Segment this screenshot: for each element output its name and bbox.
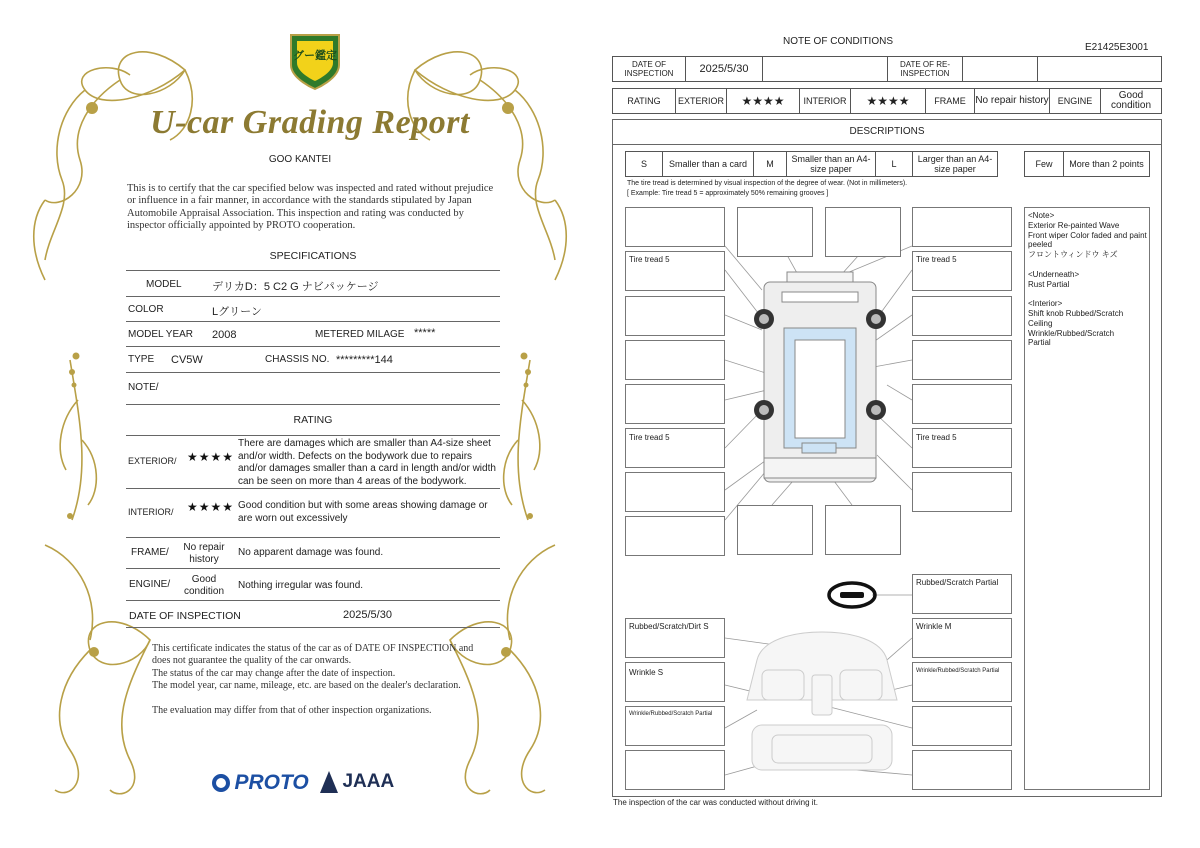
note-line: Front wiper Color faded and paint peeled bbox=[1028, 230, 1147, 250]
interior-damage-label: Wrinkle/Rubbed/Scratch Partial bbox=[916, 668, 1000, 674]
color-value: Lグリーン bbox=[212, 306, 262, 318]
divider bbox=[126, 321, 500, 322]
damage-box bbox=[912, 750, 1012, 790]
interior-damage-label: Rubbed/Scratch Partial bbox=[916, 578, 999, 587]
divider bbox=[126, 537, 500, 538]
interior-label: INTERIOR/ bbox=[128, 507, 174, 517]
blank-cell bbox=[762, 56, 888, 82]
legend-l-code: L bbox=[875, 151, 913, 177]
interior-damage-label: Rubbed/Scratch/Dirt S bbox=[629, 622, 709, 631]
mileage-label: METERED MILAGE bbox=[315, 329, 405, 340]
date-of-inspection-value: 2025/5/30 bbox=[685, 56, 763, 82]
damage-box bbox=[912, 296, 1012, 336]
divider bbox=[126, 600, 500, 601]
engine-value: Good condition bbox=[1100, 88, 1162, 114]
interior-damage-label: Wrinkle M bbox=[916, 622, 952, 631]
note-line: <Note> bbox=[1028, 211, 1055, 220]
note-line: Partial bbox=[1028, 338, 1051, 348]
exterior-stars: ★★★★ bbox=[726, 88, 800, 114]
divider bbox=[126, 296, 500, 297]
footer-line: The evaluation may differ from that of other inspection organizations. bbox=[152, 705, 432, 716]
mileage-value: ***** bbox=[414, 327, 436, 339]
damage-box bbox=[625, 384, 725, 424]
damage-box bbox=[912, 340, 1012, 380]
proto-logo bbox=[212, 771, 309, 795]
date-of-inspection-label: DATE OF INSPECTION bbox=[129, 610, 241, 622]
note-line: <Interior> bbox=[1028, 299, 1063, 309]
footer-line: This certificate indicates the status of the car as of DATE OF INSPECTION and does not guarantee the quality of the car onwards. bbox=[152, 643, 474, 667]
damage-box bbox=[912, 207, 1012, 247]
legend-m-text: Smaller than an A4-size paper bbox=[786, 151, 876, 177]
jaaa-mark-icon bbox=[320, 771, 338, 793]
inspection-footer-note: The inspection of the car was conducted without driving it. bbox=[613, 798, 818, 807]
jaaa-logo bbox=[320, 771, 394, 793]
engine-value: Good condition bbox=[183, 574, 225, 597]
interior-damage-label: Wrinkle S bbox=[629, 668, 664, 677]
damage-box bbox=[912, 472, 1012, 512]
blank-cell bbox=[1037, 56, 1162, 82]
damage-box bbox=[625, 340, 725, 380]
damage-box bbox=[625, 750, 725, 790]
descriptions-heading: DESCRIPTIONS bbox=[612, 119, 1162, 145]
note-label: NOTE/ bbox=[128, 382, 159, 393]
divider bbox=[126, 435, 500, 436]
type-label: TYPE bbox=[128, 354, 155, 365]
note-line: Exterior Re-painted Wave bbox=[1028, 220, 1120, 230]
org-name: GOO KANTEI bbox=[268, 154, 332, 165]
proto-logo-text: PROTO bbox=[234, 771, 309, 794]
rating-heading: RATING bbox=[293, 414, 333, 426]
damage-box bbox=[625, 296, 725, 336]
legend-s-code: S bbox=[625, 151, 663, 177]
chassis-label: CHASSIS NO. bbox=[265, 354, 330, 365]
damage-box bbox=[825, 505, 901, 555]
tire-tread-label: Tire tread 5 bbox=[629, 255, 670, 264]
reinspection-value-cell bbox=[962, 56, 1038, 82]
legend-few-code: Few bbox=[1024, 151, 1064, 177]
type-value: CV5W bbox=[171, 354, 203, 366]
note-line: フロントウィンドウ キズ bbox=[1028, 250, 1118, 260]
color-label: COLOR bbox=[128, 304, 164, 315]
interior-damage-label: Wrinkle/Rubbed/Scratch Partial bbox=[629, 711, 713, 717]
chassis-value: *********144 bbox=[336, 354, 393, 366]
damage-box bbox=[737, 505, 813, 555]
engine-description: Nothing irregular was found. bbox=[238, 580, 364, 591]
exterior-label: EXTERIOR/ bbox=[128, 456, 177, 466]
date-of-inspection-label: DATE OF INSPECTION bbox=[612, 56, 686, 82]
notes-content bbox=[1028, 211, 1148, 348]
damage-box bbox=[912, 384, 1012, 424]
certify-statement: This is to certify that the car specified below was inspected and rated without prejudice or influence in a fair manner, in accordance with the standards stipulated by Japan Automobile Appraisal Association. This inspection and rating was conducted by inspector officially appointed by PROTO cooperation. bbox=[127, 183, 494, 232]
footer-line: The status of the car may change after the date of inspection. bbox=[152, 668, 396, 679]
steering-wheel-icon bbox=[829, 583, 875, 607]
frame-label: FRAME bbox=[925, 88, 975, 114]
model-year-label: MODEL YEAR bbox=[128, 329, 194, 340]
divider bbox=[126, 568, 500, 569]
engine-label: ENGINE bbox=[1049, 88, 1101, 114]
date-of-reinspection-label: DATE OF RE-INSPECTION bbox=[887, 56, 963, 82]
interior-description: Good condition but with some areas showing damage or are worn out excessively bbox=[238, 500, 488, 524]
specifications-heading: SPECIFICATIONS bbox=[269, 250, 357, 262]
exterior-label: EXTERIOR bbox=[675, 88, 727, 114]
report-id: E21425E3001 bbox=[1085, 42, 1149, 53]
note-line: Rust Partial bbox=[1028, 279, 1070, 289]
legend-l-text: Larger than an A4-size paper bbox=[912, 151, 998, 177]
engine-label: ENGINE/ bbox=[129, 579, 171, 590]
damage-box bbox=[625, 207, 725, 247]
note-spacer bbox=[1028, 289, 1148, 299]
interior-stars: ★★★★ bbox=[850, 88, 926, 114]
conditions-title: NOTE OF CONDITIONS bbox=[783, 36, 893, 47]
frame-label: FRAME/ bbox=[131, 547, 169, 558]
tread-note-example: [ Example: Tire tread 5 = approximately 50% remaining grooves ] bbox=[627, 190, 829, 197]
frame-value: No repair history bbox=[183, 542, 225, 565]
legend-m-code: M bbox=[753, 151, 787, 177]
divider bbox=[126, 488, 500, 489]
model-label: MODEL bbox=[146, 279, 182, 290]
rating-label: RATING bbox=[612, 88, 676, 114]
damage-box bbox=[737, 207, 813, 257]
note-spacer bbox=[1028, 260, 1148, 270]
footer-line: The model year, car name, mileage, etc. are based on the dealer's declaration. bbox=[152, 680, 461, 691]
tire-tread-label: Tire tread 5 bbox=[916, 433, 957, 442]
exterior-stars: ★★★★ bbox=[187, 450, 235, 464]
damage-box bbox=[625, 516, 725, 556]
frame-value: No repair history bbox=[974, 88, 1050, 114]
note-line: Ceiling bbox=[1028, 318, 1053, 328]
interior-stars: ★★★★ bbox=[187, 500, 235, 514]
damage-box bbox=[825, 207, 901, 257]
tire-tread-label: Tire tread 5 bbox=[916, 255, 957, 264]
tire-tread-label: Tire tread 5 bbox=[629, 433, 670, 442]
model-year-value: 2008 bbox=[212, 329, 237, 341]
proto-mark-icon bbox=[212, 774, 230, 792]
divider bbox=[126, 270, 500, 271]
badge-text: グー鑑定 bbox=[293, 50, 337, 62]
tread-note: The tire tread is determined by visual inspection of the degree of wear. (Not in millimeters). bbox=[627, 180, 908, 187]
damage-box bbox=[912, 706, 1012, 746]
goo-kantei-badge-icon bbox=[287, 31, 343, 91]
divider bbox=[126, 627, 500, 628]
note-line: Shift knob Rubbed/Scratch bbox=[1028, 308, 1124, 318]
legend-s-text: Smaller than a card bbox=[662, 151, 754, 177]
divider bbox=[126, 404, 500, 405]
damage-box bbox=[625, 472, 725, 512]
jaaa-logo-text: JAAA bbox=[342, 771, 395, 792]
report-title: U-car Grading Report bbox=[150, 104, 470, 141]
note-line: Wrinkle/Rubbed/Scratch bbox=[1028, 328, 1115, 338]
divider bbox=[126, 346, 500, 347]
note-line: <Underneath> bbox=[1028, 269, 1080, 279]
legend-few-text: More than 2 points bbox=[1063, 151, 1150, 177]
date-of-inspection-value: 2025/5/30 bbox=[343, 609, 392, 621]
exterior-description: There are damages which are smaller than A4-size sheet and/or width. Defects on the bodywork due to repairs and/or damages smaller than a card in length and/or width can be seen on more than 4 areas of the bodywork. bbox=[238, 438, 496, 487]
model-value: デリカD：5 C2 G ナビパッケージ bbox=[212, 281, 379, 293]
divider bbox=[126, 372, 500, 373]
interior-label: INTERIOR bbox=[799, 88, 851, 114]
frame-description: No apparent damage was found. bbox=[238, 547, 384, 558]
